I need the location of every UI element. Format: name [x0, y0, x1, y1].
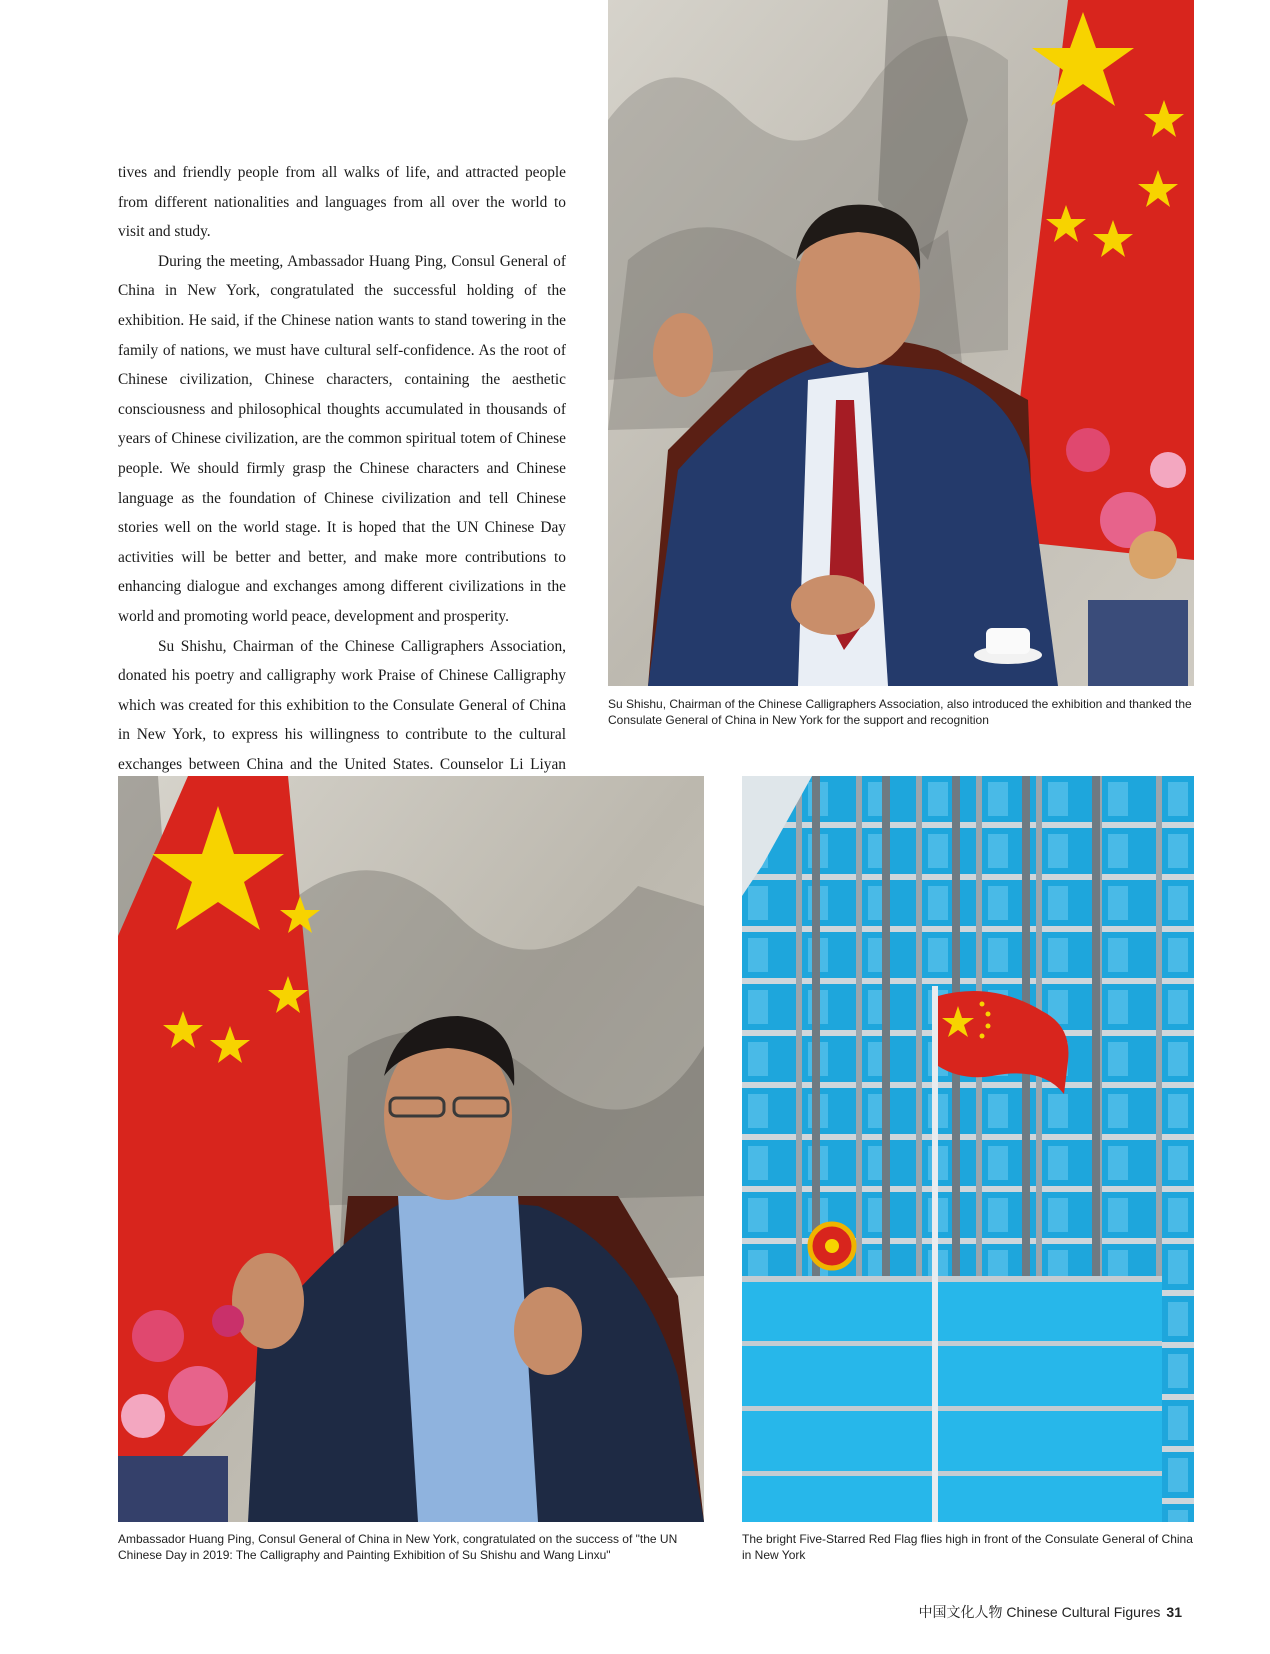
- paragraph: Su Shishu, Chairman of the Chinese Calligraphers Association, donated his poetry and calligraphy work Praise of Chinese Calligraphy which was created for this exhibition to the Consulate General of China in New York, to express his willingness to contribute to the cultural exchanges between China and the United States. Counselor Li Liyan: [118, 637, 566, 773]
- photo-caption: The bright Five-Starred Red Flag flies high in front of the Consulate General of China in New York: [742, 1532, 1193, 1562]
- magazine-title: 中国文化人物 Chinese Cultural Figures: [918, 1604, 1161, 1620]
- article-body: [118, 158, 566, 839]
- photo-caption: Ambassador Huang Ping, Consul General of China in New York, congratulated on the success of "the UN Chinese Day in 2019: The Calligraphy and Painting Exhibition of Su Shishu and Wang Linxu": [118, 1532, 678, 1562]
- paragraph: During the meeting, Ambassador Huang Ping, Consul General of China in New York, congratulated the successful holding of the exhibition. He said, if the Chinese nation wants to stand towering in the family of nations, we must have cultural self-confidence. As the root of Chinese civilization, Chinese characters, containing the aesthetic consciousness and philosophical thoughts accumulated in thousands of years of Chinese civilization, are the common spiritual totem of Chinese people. We should firmly grasp the Chinese characters and Chinese language as the foundation of Chinese civilization and tell Chinese stories well on the world stage. It is hoped that the UN Chinese Day activities will be better and better, and make more contributions to enhancing dialogue and exchanges among different civilizations in the world and promoting world peace, development and prosperity.: [118, 252, 566, 625]
- photo-su-shishu: [608, 0, 1194, 686]
- photo-huang-ping: [118, 776, 704, 1522]
- photo-caption: Su Shishu, Chairman of the Chinese Calligraphers Association, also introduced the exhibition and thanked the Consulate General of China in New York for the support and recognition: [608, 697, 1192, 727]
- page-footer: [918, 1602, 1182, 1622]
- page-number: 31: [1166, 1604, 1182, 1620]
- photo-flag-building: [742, 776, 1194, 1522]
- paragraph: tives and friendly people from all walks of life, and attracted people from different nationalities and languages from all over the world to visit and study.: [118, 164, 566, 241]
